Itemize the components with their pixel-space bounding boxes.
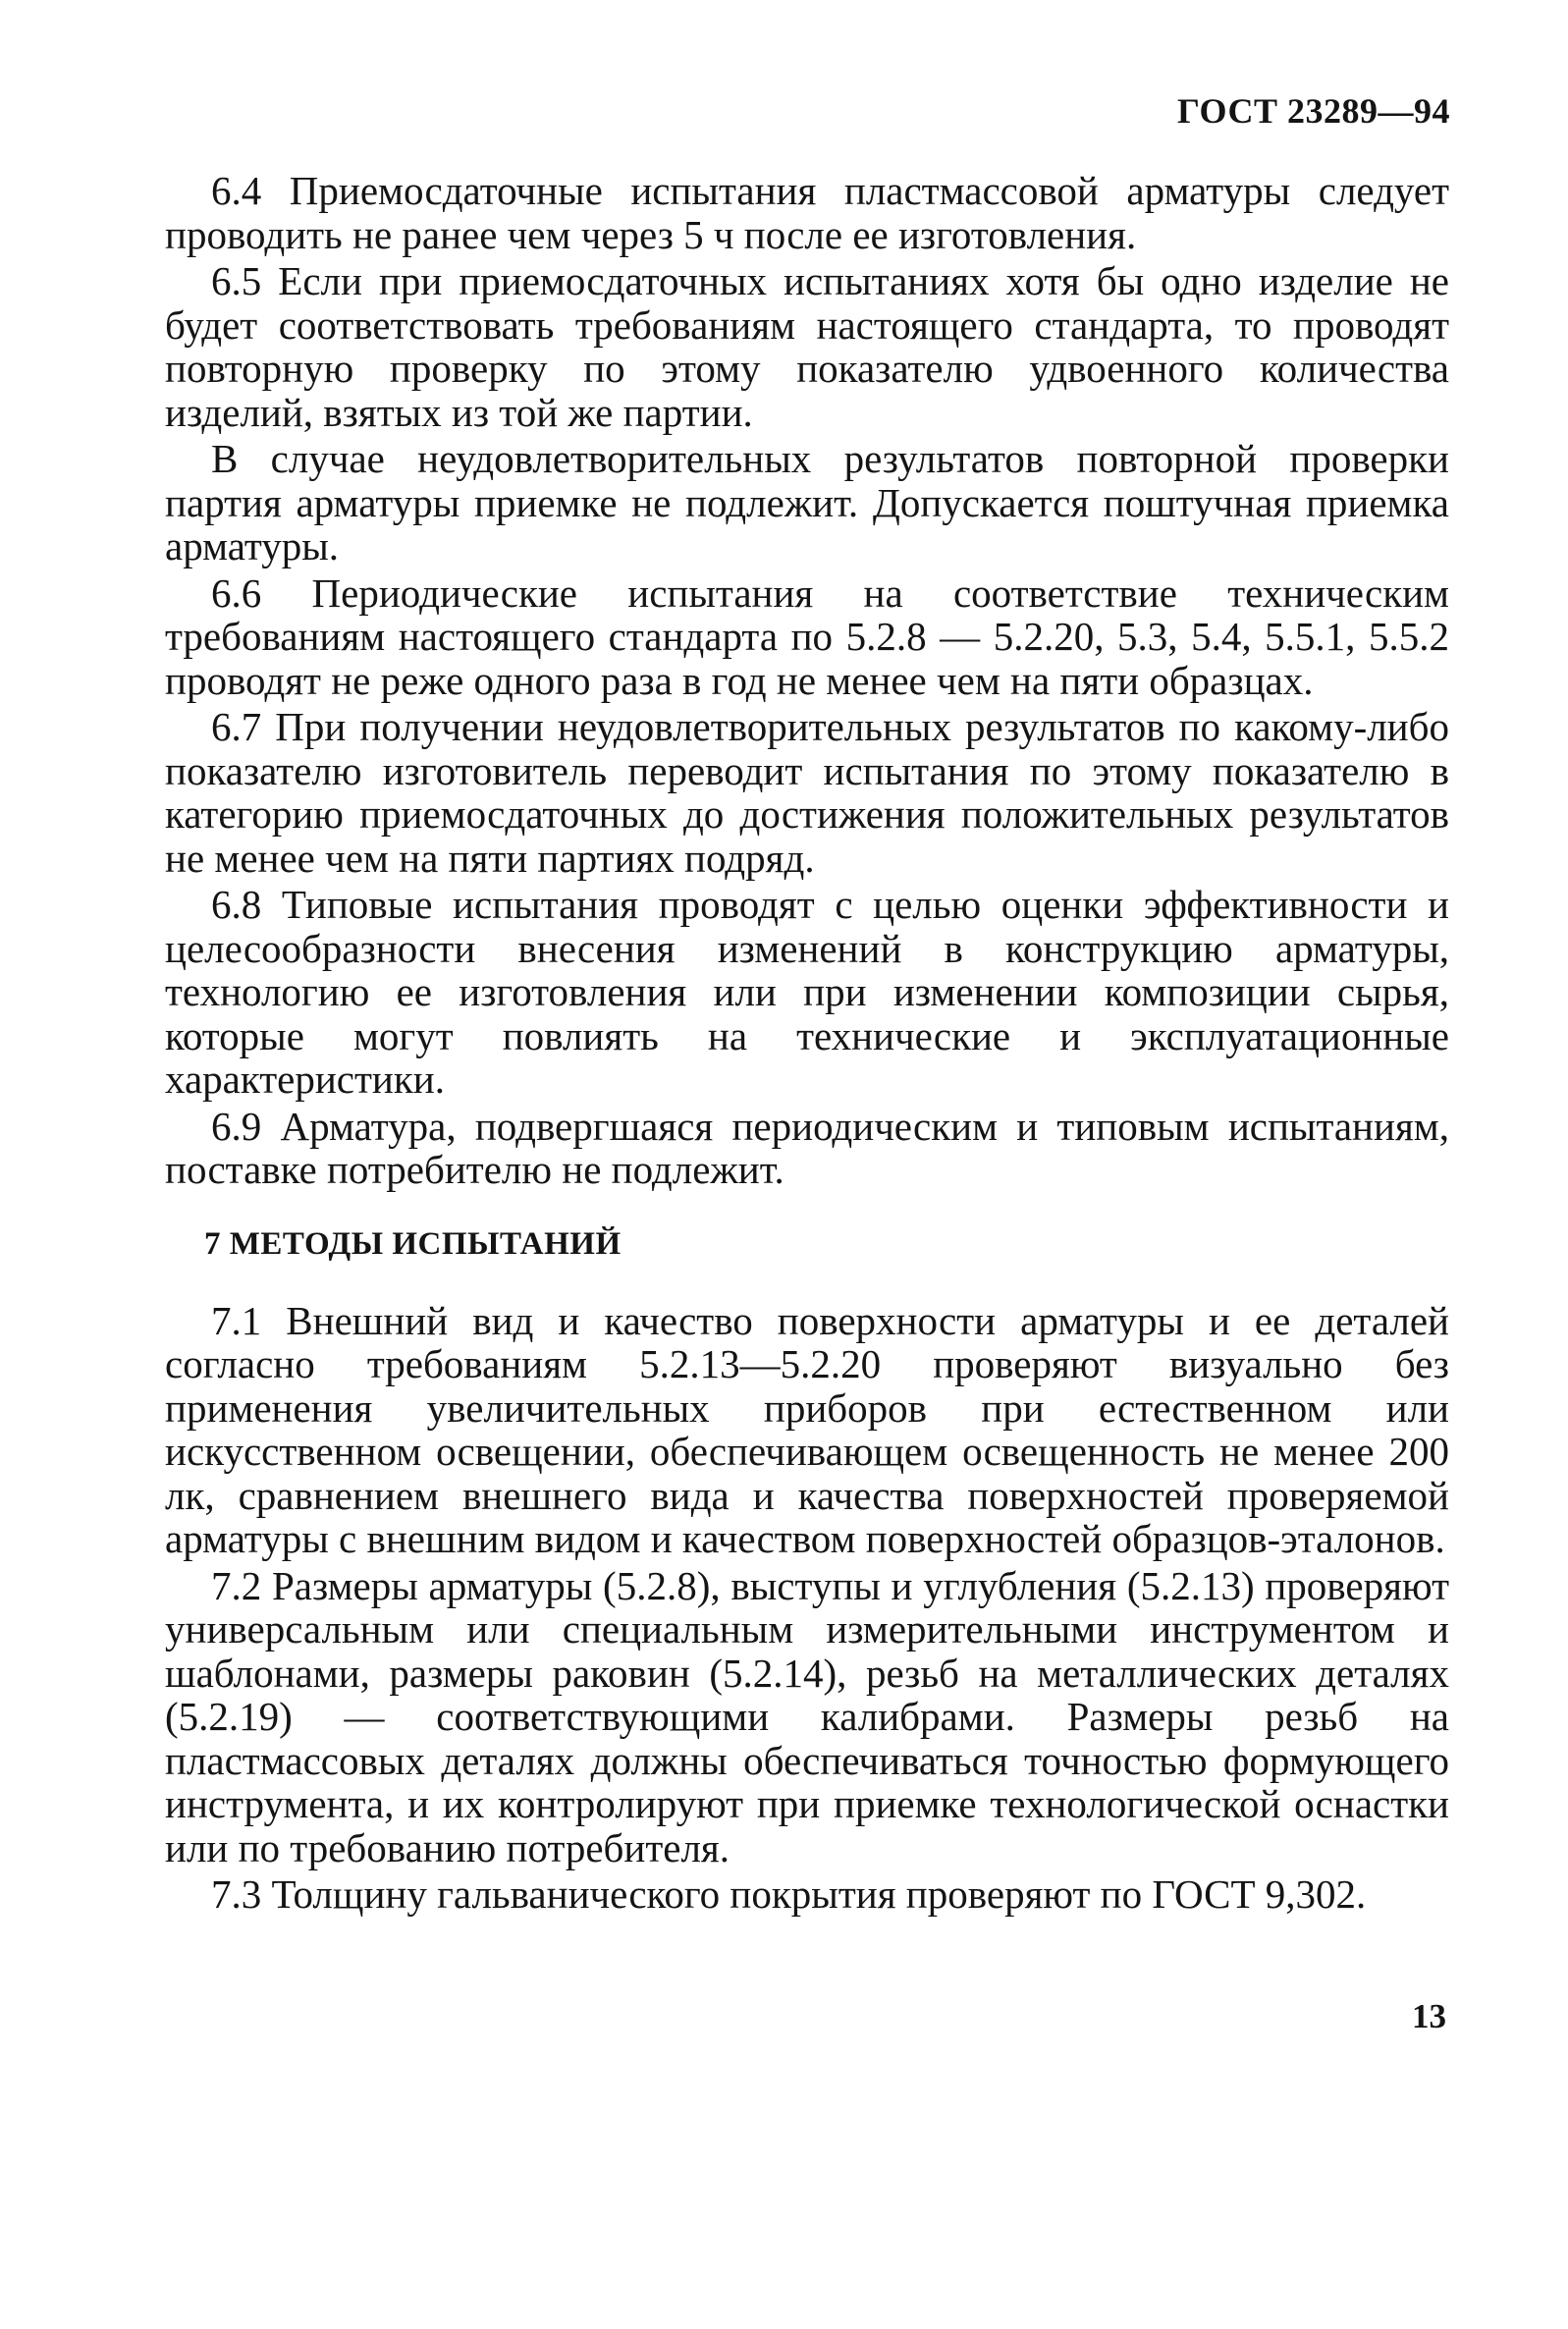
page-body <box>165 169 1449 1917</box>
paragraph-7-1: 7.1 Внешний вид и качество поверхности арматуры и ее деталей согласно требованиям 5.2.13—5.2.20 проверяют визуально без применения увеличительных приборов при естественном или искусственном освещении, обеспечивающем освещенность не менее 200 лк, сравнением внешнего вида и качества поверхностей проверяемой арматуры с внешним видом и качеством поверхностей образцов-эталонов. <box>165 1297 1449 1561</box>
paragraph-6-4: 6.4 Приемосдаточные испытания пластмассовой арматуры следует проводить не ранее чем через 5 ч после ее изготовления. <box>165 168 1449 257</box>
paragraph-6-9: 6.9 Арматура, подвергшаяся периодическим и типовым испытаниям, поставке потребителю не подлежит. <box>165 1103 1449 1192</box>
paragraph-7-2: 7.2 Размеры арматуры (5.2.8), выступы и углубления (5.2.13) проверяют универсальным или специальным измерительными инструментом и шаблонами, размеры раковин (5.2.14), резьб на металлических деталях (5.2.19) — соответствующими калибрами. Размеры резьб на пластмассовых деталях должны обеспечиваться точностью формующего инструмента, и их контролируют при приемке технологической оснастки или по требованию потребителя. <box>165 1562 1449 1870</box>
page-number: 13 <box>1412 1997 1446 2035</box>
paragraph-6-8: 6.8 Типовые испытания проводят с целью оценки эффективности и целесообразности внесения изменений в конструкцию арматуры, технологию ее изготовления или при изменении композиции сырья, которые могут повлиять на технические и эксплуатационные характеристики. <box>165 882 1449 1102</box>
paragraph-6-7: 6.7 При получении неудовлетворительных результатов по какому-либо показателю изготовитель переводит испытания по этому показателю в категорию приемосдаточных до достижения положительных результатов не менее чем на пяти партиях подряд. <box>165 704 1449 881</box>
document-code-header: ГОСТ 23289—94 <box>1177 91 1450 131</box>
paragraph-6-6: 6.6 Периодические испытания на соответствие техническим требованиям настоящего стандарта по 5.2.8 — 5.2.20, 5.3, 5.4, 5.5.1, 5.5.2 проводят не реже одного раза в год не менее чем на пяти образцах. <box>165 569 1449 703</box>
paragraph-6-5: 6.5 Если при приемосдаточных испытаниях хотя бы одно изделие не будет соответствовать требованиям настоящего стандарта, то проводят повторную проверку по этому показателю удвоенного количества изделий, взятых из той же партии. <box>165 258 1449 435</box>
paragraph-7-3: 7.3 Толщину гальванического покрытия проверяют по ГОСТ 9,302. <box>211 1871 1367 1917</box>
section-heading-7: 7 МЕТОДЫ ИСПЫТАНИЙ <box>204 1225 622 1262</box>
paragraph-retest-result: В случае неудовлетворительных результатов повторной проверки партия арматуры приемке не подлежит. Допускается поштучная приемка арматуры. <box>165 436 1449 569</box>
